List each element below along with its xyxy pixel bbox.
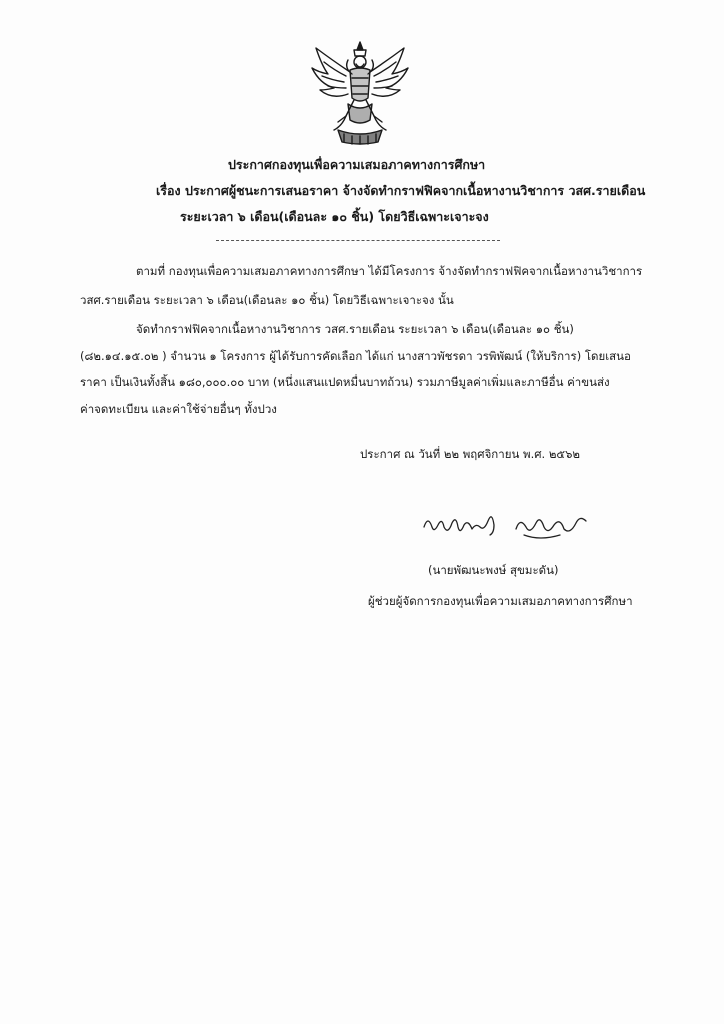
paragraph-2-line-3: ราคา เป็นเงินทั้งสิ้น ๑๘๐,๐๐๐.๐๐ บาท (หนึ่งแสนแปดหมื่นบาทถ้วน) รวมภาษีมูลค่าเพิ่มและภาษีอื่น ค่าขนส่ง: [80, 375, 610, 389]
garuda-emblem-icon: [308, 38, 412, 146]
announcement-title: ประกาศกองทุนเพื่อความเสมอภาคทางการศึกษา: [228, 157, 486, 172]
signer-name: (นายพัฒนะพงษ์ สุขมะดัน): [428, 563, 559, 577]
heading-divider: [216, 240, 500, 241]
signer-position: ผู้ช่วยผู้จัดการกองทุนเพื่อความเสมอภาคทางการศึกษา: [368, 594, 633, 608]
paragraph-1-line-1: ตามที่ กองทุนเพื่อความเสมอภาคทางการศึกษา ได้มีโครงการ จ้างจัดทำกราฟฟิคจากเนื้อหางานวิชาการ: [136, 264, 643, 278]
announcement-subject: เรื่อง ประกาศผู้ชนะการเสนอราคา จ้างจัดทำกราฟฟิคจากเนื้อหางานวิชาการ วสศ.รายเดือน: [156, 183, 646, 198]
paragraph-2-line-1: จัดทำกราฟฟิคจากเนื้อหางานวิชาการ วสศ.รายเดือน ระยะเวลา ๖ เดือน(เดือนละ ๑๐ ชิ้น): [136, 322, 574, 336]
announcement-subject-continued: ระยะเวลา ๖ เดือน(เดือนละ ๑๐ ชิ้น) โดยวิธีเฉพาะเจาะจง: [180, 209, 489, 224]
paragraph-2-line-2: (๘๒.๑๔.๑๕.๐๒ ) จำนวน ๑ โครงการ ผู้ได้รับการคัดเลือก ได้แก่ นางสาวพัชรดา วรพิพัฒน์ (ให้บริการ) โดยเสนอ: [80, 349, 631, 363]
paragraph-2-line-4: ค่าจดทะเบียน และค่าใช้จ่ายอื่นๆ ทั้งปวง: [80, 402, 277, 416]
signature-image: [420, 505, 590, 545]
announcement-date: ประกาศ ณ วันที่ ๒๒ พฤศจิกายน พ.ศ. ๒๕๖๒: [360, 447, 580, 461]
paragraph-1-line-2: วสศ.รายเดือน ระยะเวลา ๖ เดือน(เดือนละ ๑๐ ชิ้น) โดยวิธีเฉพาะเจาะจง นั้น: [80, 293, 454, 307]
